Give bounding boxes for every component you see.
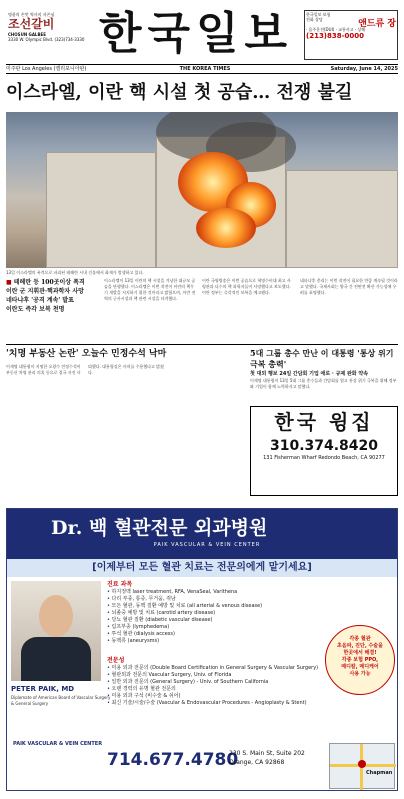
spec-title-1: 진료 과목 [107, 581, 133, 588]
restaurant-logo: 한국 윙집 [274, 410, 374, 434]
restaurant-address: 131 Fisherman Wharf Redondo Beach, CA 90277 [263, 455, 385, 461]
spec-item: • 뇌졸중 예방 및 치료 (carotid artery disease) [107, 610, 321, 617]
cred-item: • 일반 외과 전문의 (General Surgery) - Univ. of Southern California [107, 679, 321, 686]
ad-line-1: 명품의 손맛 역사의 자존심 [8, 12, 55, 17]
doctor-name: PETER PAIK, MD [11, 685, 75, 693]
spec-list [107, 589, 321, 645]
bullet-3: 네타냐후 '공격 계속' 발표 [6, 297, 74, 304]
insurance-note: 각종 혈관 초음파, 진단, 수술을 한곳에서 해결! 각종 보험 PPO, 메디칼, 메디케어 사용 가능 [325, 625, 395, 695]
story-b-subhead: 첫 대외 행보 24일 간담회 기업 애로 · 규제 완화 약속 [250, 371, 369, 377]
spec-item: • 동맥류 (aneurysms) [107, 638, 321, 645]
story-b [250, 348, 398, 404]
clinic-name: Dr. 백 혈관전문 외과병원 [51, 517, 268, 539]
clinic-banner: [이제부터 모든 혈관 치료는 전문의에게 맡기세요] [7, 559, 397, 577]
lead-headline[interactable]: 이스라엘, 이란 핵 시설 첫 공습… 전쟁 불길 [6, 82, 353, 103]
dateline-right: Saturday, June 14, 2025 [330, 66, 398, 72]
lead-col-1: ■ 테헤란 등 100곳이상 폭격 이란 군 지휘관·핵과학자 사망 네타냐후 '공격 계속' 발표 이란도 즉각 보복 천명 [6, 279, 85, 313]
cred-item: • 최신 기술/시술/수술 (Vascular & Endovascular Procedures - Angioplasty & Stent) [107, 700, 321, 707]
cred-item: • 미용 외과 구석 (비수술 & 쉬어) [107, 693, 321, 700]
story-b-body: 이재명 대통령이 13일 5대 그룹 총수들과 간담회를 열고 통상 위기 극복을 위해 정부와 기업이 함께 노력하자고 말했다. [250, 378, 397, 389]
top-right-ad [304, 10, 398, 60]
spec-item: • 모든 혈관, 동맥 질환 예방 및 치료 (all arterial & venous disease) [107, 603, 321, 610]
story-a-body: 이재명 대통령이 지명한 오광수 민정수석이 부동산 차명 관리 의혹 등으로 결국 자진 사퇴했다. 대통령실은 사의를 수용했다고 밝혔다. [6, 364, 164, 375]
newspaper-logo: 한국일보 [98, 8, 293, 59]
spec-item: • 하지정맥 laser treatment, RFA, VenaSeal, Varithena [107, 589, 321, 596]
bullet-4: 이란도 즉각 보복 천명 [6, 306, 65, 313]
clinic-address: 230 S. Main St, Suite 202 Orange, CA 92868 [229, 750, 305, 766]
lead-col-3: 이란 국영방송은 이번 공습으로 혁명수비대 최고 사령관과 다수의 핵 과학자들이 사망했다고 보도했다. 이란 정부는 즉각적인 보복을 예고했다. [202, 278, 291, 295]
cred-item: • 오랜 경력의 유명 혈관 전문의 [107, 686, 321, 693]
bullet-2: 이란 군 지휘관·핵과학자 사망 [6, 288, 84, 295]
photo-caption: 13일 이스라엘의 폭격으로 파괴된 테헤란 시내 건물에서 화재가 발생하고 있다. [6, 270, 144, 275]
doctor-credentials: Diplomate of American Board of Vascular Surgery & General Surgery [11, 695, 111, 706]
location-map[interactable] [329, 743, 395, 789]
clinic-ad[interactable] [6, 508, 398, 791]
lead-col-2: 이스라엘이 13일 이란의 핵 시설을 겨냥한 대규모 공습을 단행했다. 이스라엘은 이번 작전이 이란의 핵무기 개발을 저지하기 위한 것이라고 밝혔으며, 이란 전역의 군사시설과 핵 관련 시설을 타격했다. [104, 278, 196, 301]
korea-times-label: THE KOREA TIMES [179, 66, 231, 72]
section-divider [6, 344, 398, 345]
bullet-1: 테헤란 등 100곳이상 폭격 [13, 279, 85, 286]
clinic-name-en: PAIK VASCULAR & VEIN CENTER [153, 542, 261, 548]
lead-photo[interactable] [6, 112, 398, 268]
story-a [6, 348, 246, 504]
top-left-ad [8, 12, 88, 62]
clinic-phone[interactable]: 714.677.4780 [107, 750, 239, 770]
map-label: Chapman [366, 770, 393, 776]
ad-right-line-2: 전화 상담 [306, 17, 323, 22]
ad-right-phone: (213)838-0000 [306, 32, 365, 40]
spec-item: • 당뇨 혈관 질환 (diabetic vascular disease) [107, 617, 321, 624]
ad-brand-en: CHOSUN GALBEE [8, 32, 46, 37]
ad-right-line-3: · 음주운전(DUI) · 교통사고 · 상해 [306, 27, 366, 32]
cred-list [107, 665, 321, 707]
dateline-edition: 미주판 Los Angeles (캘리포니아판) [6, 66, 87, 72]
restaurant-phone: 310.374.8420 [269, 438, 379, 454]
ad-right-title: 앤드류 장 [358, 19, 396, 29]
ad-right-line-1: 한국일보 보험 [306, 12, 331, 17]
paik-logo: PAIK VASCULAR & VEIN CENTER [13, 741, 103, 747]
restaurant-ad[interactable] [250, 406, 398, 496]
spec-title-2: 전문성 [107, 657, 125, 664]
story-a-headline[interactable]: '치명 부동산 논란' 오늘수 민정수석 낙마 [6, 349, 167, 359]
spec-item: • 림프부종 (lymphedema) [107, 624, 321, 631]
lead-col-4: 네타냐후 총리는 이번 작전이 필요한 만큼 계속될 것이라고 말했다. 국제사회는 양국 간 전면전 확산 가능성에 우려를 표명했다. [300, 278, 398, 295]
spec-item: • 다리 부종, 통증, 무거움, 쥐남 [107, 596, 321, 603]
doctor-photo [11, 581, 101, 681]
ad-address: 3330 W. Olympic Blvd. (323)734-3330 [8, 37, 85, 42]
ad-brand: 조선갈비 [8, 17, 55, 31]
cred-item: • 미용 외과 전문의 (Double Board Certification in General Surgery & Vascular Surgery) [107, 665, 321, 672]
spec-item: • 투석 혈관 (dialysis access) [107, 631, 321, 638]
cred-item: • 혈관외과 전문의 Vascular Surgery, Univ. of Florida [107, 672, 321, 679]
story-b-headline[interactable]: 5대 그룹 총수 만난 이 대통령 '통상 위기 극복 총력' [250, 348, 394, 369]
